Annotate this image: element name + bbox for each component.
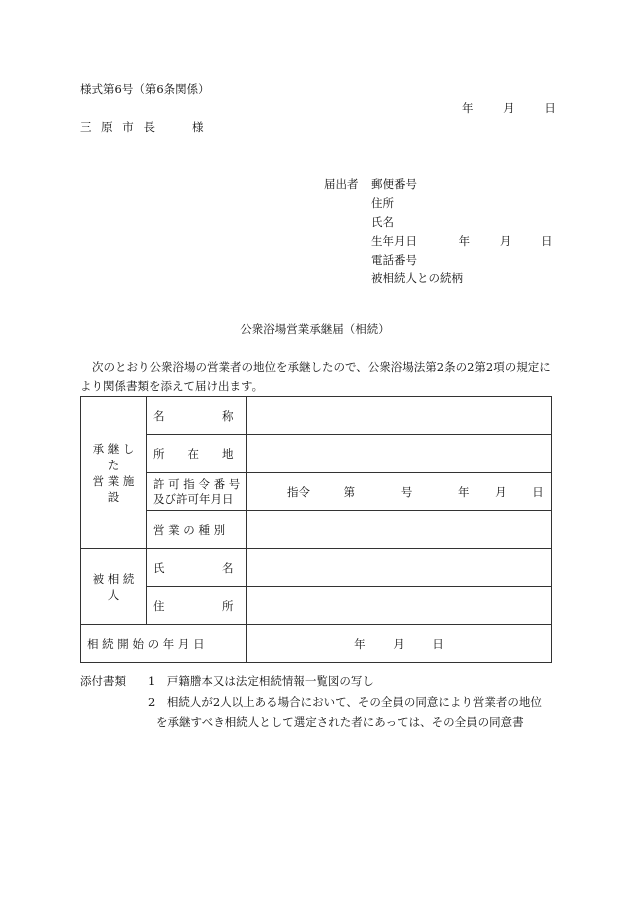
decedent-address-field[interactable] xyxy=(247,587,552,625)
table-row xyxy=(81,549,552,587)
facility-group-label: 承 継 し た 営 業 施 設 xyxy=(81,397,147,549)
notifier-birth-date xyxy=(371,233,552,249)
notifier-label: 届出者 xyxy=(324,177,359,191)
attachment-item-1: 1 戸籍謄本又は法定相続情報一覧図の写し xyxy=(148,674,374,688)
body-line-2: より関係書類を添えて届け出ます。 xyxy=(80,379,264,393)
facility-location-field[interactable] xyxy=(247,435,552,473)
submission-date xyxy=(462,100,556,116)
addressee xyxy=(80,119,203,135)
notifier-postal-code: 郵便番号 xyxy=(371,177,417,191)
birth-date-label: 生年月日 xyxy=(371,234,417,248)
table-row xyxy=(81,587,552,625)
business-type-label: 営 業 の 種 別 xyxy=(147,511,247,549)
birth-date-year: 年 xyxy=(458,234,471,248)
facility-name-label: 名 称 xyxy=(147,397,247,435)
decedent-name-field[interactable] xyxy=(247,549,552,587)
facility-name-field[interactable] xyxy=(247,397,552,435)
body-text xyxy=(80,358,555,396)
table-row xyxy=(81,473,552,511)
table-row xyxy=(81,397,552,435)
birth-date-day: 日 xyxy=(540,234,553,248)
document-title: 公衆浴場営業承継届（相続） xyxy=(240,322,390,336)
notifier-phone: 電話番号 xyxy=(371,253,417,267)
facility-location-label: 所 在 地 xyxy=(147,435,247,473)
attachment-item-2-continued: を承継すべき相続人として選定された者にあっては、その全員の同意書 xyxy=(156,715,524,729)
inheritance-start-field[interactable]: 年 月 日 xyxy=(247,625,552,663)
birth-date-month: 月 xyxy=(499,234,512,248)
date-day: 日 xyxy=(544,101,556,115)
form-number: 様式第6号（第6条関係） xyxy=(80,82,210,96)
date-year: 年 xyxy=(462,101,474,115)
attachment-item-2: 2 相続人が2人以上ある場合において、その全員の同意により営業者の地位 xyxy=(148,695,542,709)
date-month: 月 xyxy=(503,101,515,115)
body-line-1: 次のとおり公衆浴場の営業者の地位を承継したので、公衆浴場法第2条の2第2項の規定に xyxy=(92,360,551,374)
addressee-honorific: 様 xyxy=(191,120,204,134)
table-row xyxy=(81,625,552,663)
notifier-address: 住所 xyxy=(371,196,394,210)
business-type-field[interactable] xyxy=(247,511,552,549)
inheritance-start-label: 相 続 開 始 の 年 月 日 xyxy=(81,625,247,663)
notifier-name: 氏名 xyxy=(371,215,394,229)
addressee-name: 三 原 市 長 xyxy=(80,120,158,134)
decedent-group-label: 被 相 続 人 xyxy=(81,549,147,625)
notifier-relationship: 被相続人との続柄 xyxy=(371,271,463,285)
permit-number-field[interactable]: 指令 第 号 年 月 日 xyxy=(247,473,552,511)
table-row xyxy=(81,511,552,549)
permit-number-label: 許 可 指 令 番 号 及び許可年月日 xyxy=(147,473,247,511)
attachments-label: 添付書類 xyxy=(80,674,126,688)
decedent-name-label: 氏 名 xyxy=(147,549,247,587)
table-row xyxy=(81,435,552,473)
notification-table xyxy=(80,396,552,663)
decedent-address-label: 住 所 xyxy=(147,587,247,625)
